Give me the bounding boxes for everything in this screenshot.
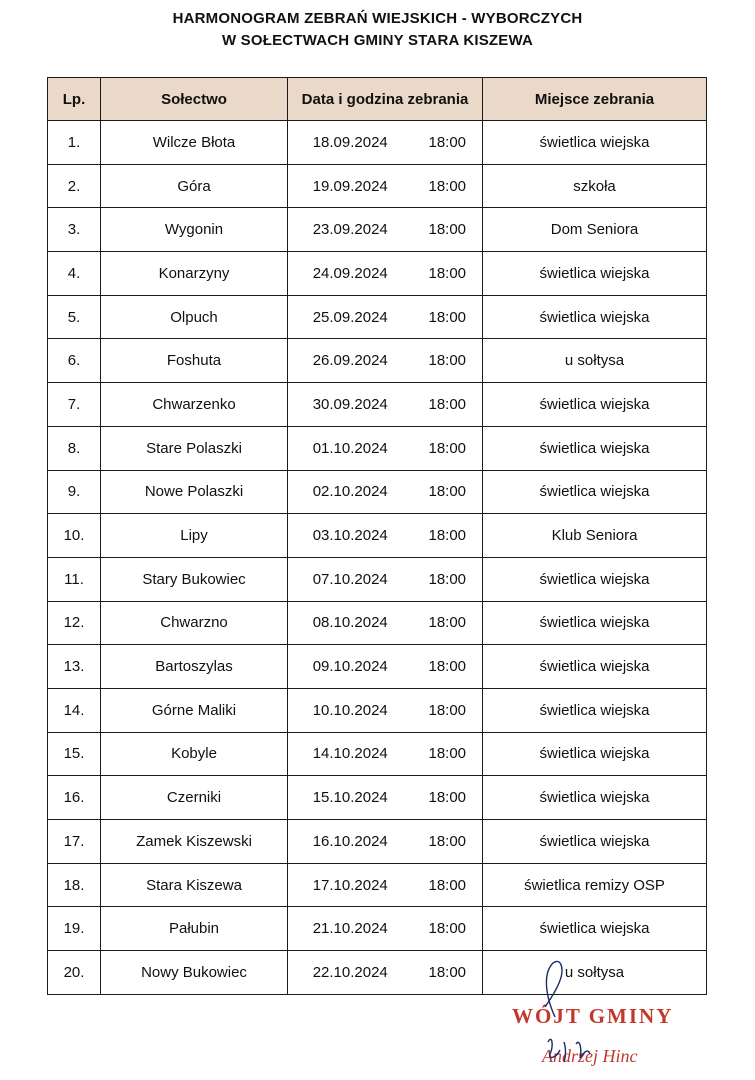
row-solectwo: Olpuch [101, 295, 288, 339]
row-place: świetlica wiejska [483, 820, 707, 864]
row-place: Dom Seniora [483, 208, 707, 252]
row-date: 03.10.2024 [288, 514, 413, 558]
row-date: 16.10.2024 [288, 820, 413, 864]
table-row [48, 470, 707, 514]
table-row [48, 426, 707, 470]
row-date: 21.10.2024 [288, 907, 413, 951]
row-time: 18:00 [413, 383, 483, 427]
document-title [0, 8, 755, 52]
row-number: 9. [48, 470, 101, 514]
row-solectwo: Wygonin [101, 208, 288, 252]
row-time: 18:00 [413, 252, 483, 296]
row-solectwo: Stara Kiszewa [101, 863, 288, 907]
row-place: świetlica wiejska [483, 776, 707, 820]
table-row [48, 557, 707, 601]
table-row [48, 383, 707, 427]
row-time: 18:00 [413, 295, 483, 339]
row-time: 18:00 [413, 121, 483, 165]
row-number: 2. [48, 164, 101, 208]
signature-flourish-icon [515, 955, 595, 1025]
row-number: 1. [48, 121, 101, 165]
row-date: 23.09.2024 [288, 208, 413, 252]
row-time: 18:00 [413, 863, 483, 907]
row-place: świetlica wiejska [483, 732, 707, 776]
row-solectwo: Stary Bukowiec [101, 557, 288, 601]
row-number: 6. [48, 339, 101, 383]
row-place: Klub Seniora [483, 514, 707, 558]
row-solectwo: Lipy [101, 514, 288, 558]
row-date: 08.10.2024 [288, 601, 413, 645]
row-place: świetlica wiejska [483, 121, 707, 165]
row-time: 18:00 [413, 820, 483, 864]
row-number: 16. [48, 776, 101, 820]
row-number: 5. [48, 295, 101, 339]
table-row [48, 339, 707, 383]
row-solectwo: Górne Maliki [101, 688, 288, 732]
row-date: 26.09.2024 [288, 339, 413, 383]
row-date: 30.09.2024 [288, 383, 413, 427]
row-number: 8. [48, 426, 101, 470]
table-row [48, 208, 707, 252]
row-date: 01.10.2024 [288, 426, 413, 470]
row-solectwo: Stare Polaszki [101, 426, 288, 470]
row-place: świetlica wiejska [483, 557, 707, 601]
row-solectwo: Kobyle [101, 732, 288, 776]
row-time: 18:00 [413, 951, 483, 995]
row-place: świetlica wiejska [483, 426, 707, 470]
row-solectwo: Bartoszylas [101, 645, 288, 689]
table-row [48, 601, 707, 645]
table-row [48, 863, 707, 907]
row-date: 22.10.2024 [288, 951, 413, 995]
row-time: 18:00 [413, 164, 483, 208]
table-row [48, 514, 707, 558]
row-place: świetlica wiejska [483, 252, 707, 296]
stamp-name: Andrzej Hinc [542, 1046, 638, 1066]
row-time: 18:00 [413, 514, 483, 558]
row-place: szkoła [483, 164, 707, 208]
col-header-data: Data i godzina zebrania [288, 78, 483, 121]
row-place: świetlica wiejska [483, 688, 707, 732]
row-solectwo: Nowy Bukowiec [101, 951, 288, 995]
col-header-lp: Lp. [48, 78, 101, 121]
row-number: 20. [48, 951, 101, 995]
row-date: 19.09.2024 [288, 164, 413, 208]
row-place: świetlica wiejska [483, 601, 707, 645]
table-row [48, 951, 707, 995]
row-solectwo: Pałubin [101, 907, 288, 951]
row-time: 18:00 [413, 907, 483, 951]
row-place: świetlica wiejska [483, 645, 707, 689]
table-row [48, 645, 707, 689]
row-number: 11. [48, 557, 101, 601]
col-header-miejsce: Miejsce zebrania [483, 78, 707, 121]
row-time: 18:00 [413, 732, 483, 776]
table-body [48, 121, 707, 995]
row-solectwo: Chwarzno [101, 601, 288, 645]
row-solectwo: Czerniki [101, 776, 288, 820]
table-header-row [48, 78, 707, 121]
table-row [48, 121, 707, 165]
row-date: 25.09.2024 [288, 295, 413, 339]
row-number: 7. [48, 383, 101, 427]
table-row [48, 688, 707, 732]
row-date: 15.10.2024 [288, 776, 413, 820]
title-line-1: HARMONOGRAM ZEBRAŃ WIEJSKICH - WYBORCZYCH [172, 10, 583, 27]
table-row [48, 295, 707, 339]
row-time: 18:00 [413, 645, 483, 689]
table-row [48, 776, 707, 820]
row-number: 12. [48, 601, 101, 645]
row-date: 18.09.2024 [288, 121, 413, 165]
row-number: 14. [48, 688, 101, 732]
row-solectwo: Wilcze Błota [101, 121, 288, 165]
row-time: 18:00 [413, 601, 483, 645]
row-time: 18:00 [413, 426, 483, 470]
row-number: 13. [48, 645, 101, 689]
row-time: 18:00 [413, 688, 483, 732]
row-place: u sołtysa [483, 951, 707, 995]
row-place: świetlica wiejska [483, 907, 707, 951]
row-solectwo: Zamek Kiszewski [101, 820, 288, 864]
table-row [48, 164, 707, 208]
row-solectwo: Chwarzenko [101, 383, 288, 427]
row-time: 18:00 [413, 470, 483, 514]
col-header-solectwo: Sołectwo [101, 78, 288, 121]
row-number: 4. [48, 252, 101, 296]
row-number: 19. [48, 907, 101, 951]
row-solectwo: Foshuta [101, 339, 288, 383]
row-solectwo: Nowe Polaszki [101, 470, 288, 514]
row-date: 10.10.2024 [288, 688, 413, 732]
row-time: 18:00 [413, 339, 483, 383]
table-row [48, 252, 707, 296]
table-row [48, 732, 707, 776]
row-solectwo: Góra [101, 164, 288, 208]
row-number: 10. [48, 514, 101, 558]
row-date: 09.10.2024 [288, 645, 413, 689]
row-date: 24.09.2024 [288, 252, 413, 296]
schedule-table [47, 77, 707, 995]
row-time: 18:00 [413, 557, 483, 601]
row-solectwo: Konarzyny [101, 252, 288, 296]
title-line-2: W SOŁECTWACH GMINY STARA KISZEWA [221, 32, 534, 49]
stamp-title: WÓJT GMINY [512, 1004, 674, 1028]
row-date: 07.10.2024 [288, 557, 413, 601]
row-number: 18. [48, 863, 101, 907]
row-place: u sołtysa [483, 339, 707, 383]
row-number: 15. [48, 732, 101, 776]
row-date: 17.10.2024 [288, 863, 413, 907]
row-number: 17. [48, 820, 101, 864]
row-place: świetlica remizy OSP [483, 863, 707, 907]
row-number: 3. [48, 208, 101, 252]
row-place: świetlica wiejska [483, 295, 707, 339]
table-row [48, 907, 707, 951]
row-time: 18:00 [413, 208, 483, 252]
row-place: świetlica wiejska [483, 470, 707, 514]
row-date: 02.10.2024 [288, 470, 413, 514]
row-date: 14.10.2024 [288, 732, 413, 776]
table-row [48, 820, 707, 864]
row-place: świetlica wiejska [483, 383, 707, 427]
row-time: 18:00 [413, 776, 483, 820]
